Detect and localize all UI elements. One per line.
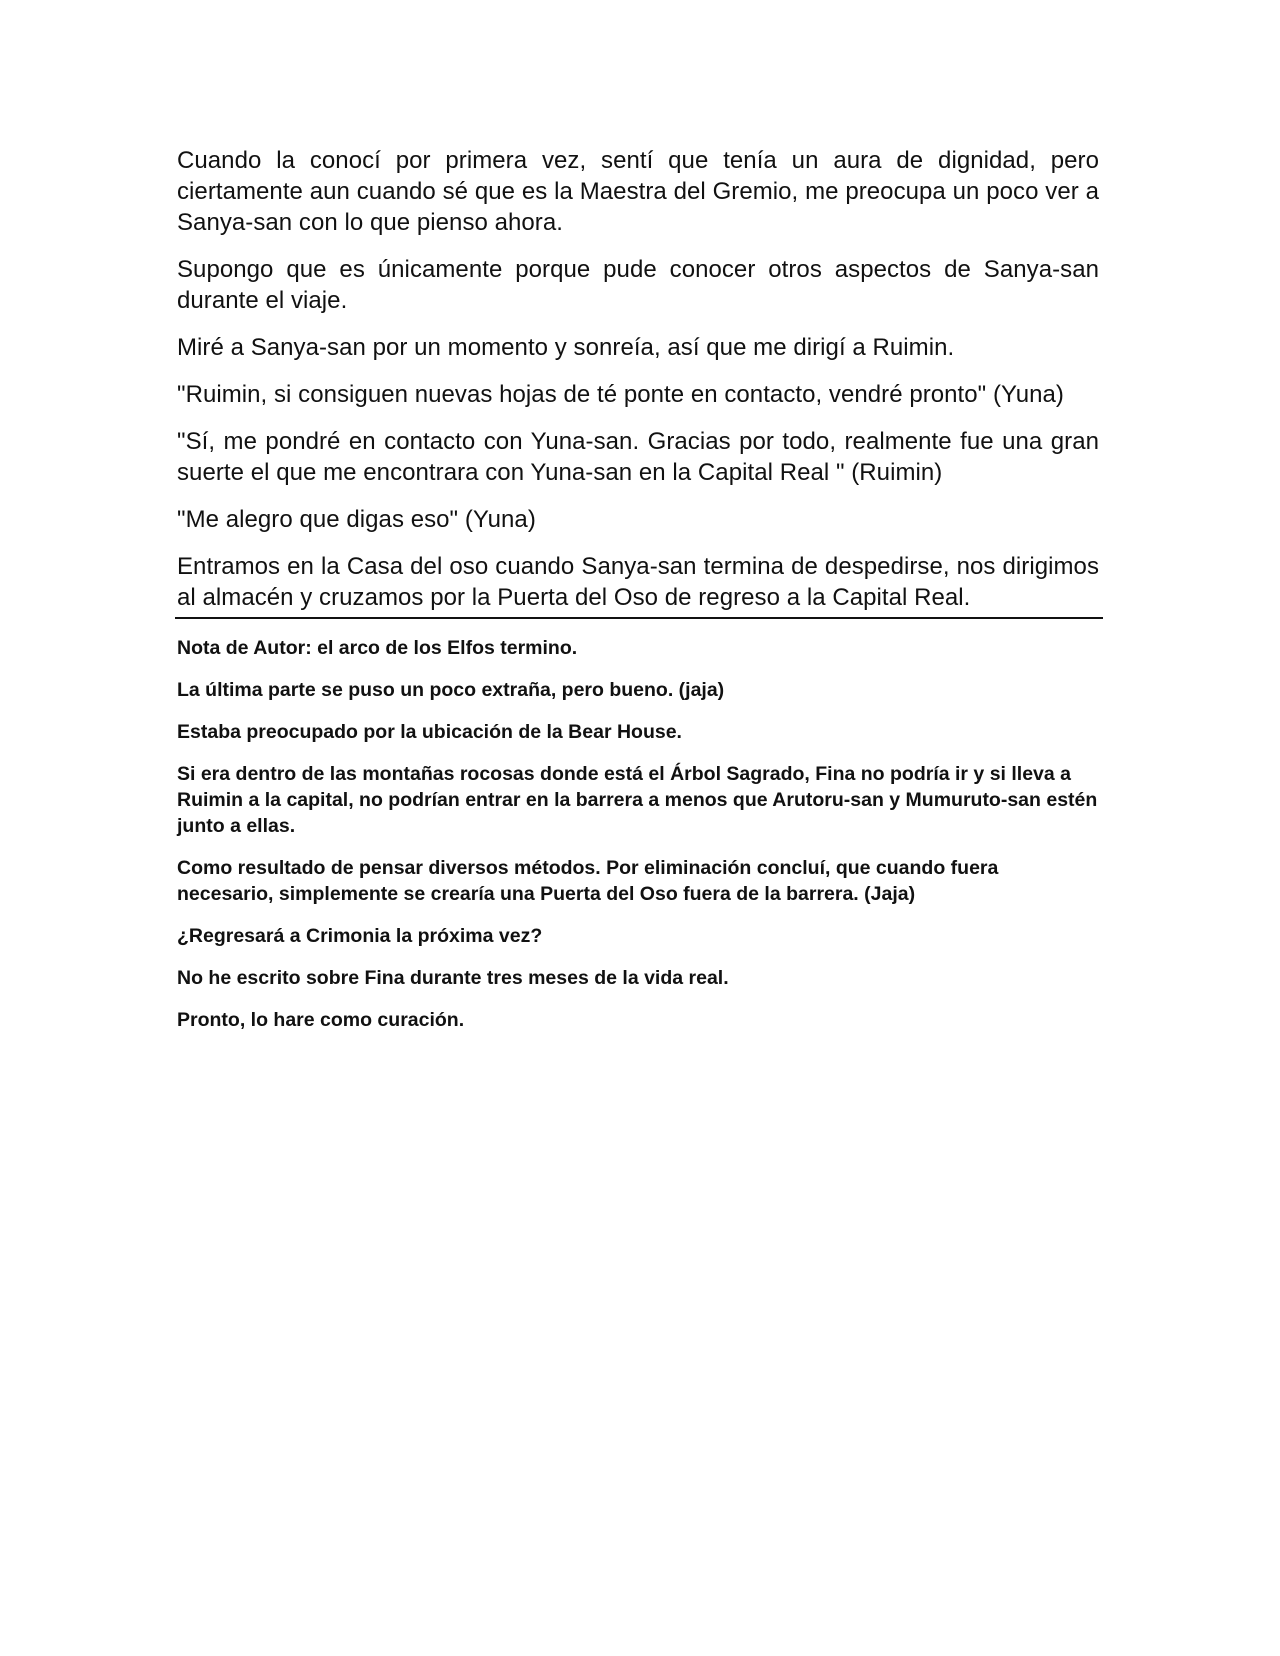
dialogue-paragraph: "Ruimin, si consiguen nuevas hojas de té ponte en contacto, vendré pronto" (Yuna) [177, 381, 1064, 408]
author-note-paragraph: Estaba preocupado por la ubicación de la Bear House. [177, 721, 682, 743]
author-note-paragraph: La última parte se puso un poco extraña, pero bueno. (jaja) [177, 679, 725, 701]
author-note-paragraph: ¿Regresará a Crimonia la próxima vez? [177, 925, 543, 947]
section-divider [175, 617, 1103, 619]
story-section [177, 145, 1099, 613]
story-paragraph: Miré a Sanya-san por un momento y sonreía, así que me dirigí a Ruimin. [177, 334, 955, 361]
document-page [177, 145, 1099, 1049]
story-paragraph: Entramos en la Casa del oso cuando Sanya-san termina de despedirse, nos dirigimos al almacén y cruzamos por la Puerta del Oso de regreso a la Capital Real. [177, 553, 1099, 611]
dialogue-paragraph: "Sí, me pondré en contacto con Yuna-san. Gracias por todo, realmente fue una gran suerte el que me encontrara con Yuna-san en la Capital Real " (Ruimin) [177, 428, 1099, 486]
author-note-paragraph: Como resultado de pensar diversos métodos. Por eliminación concluí, que cuando fuera necesario, simplemente se crearía una Puerta del Oso fuera de la barrera. (Jaja) [177, 857, 999, 905]
story-paragraph: Supongo que es únicamente porque pude conocer otros aspectos de Sanya-san durante el viaje. [177, 256, 1099, 314]
author-note-paragraph: Si era dentro de las montañas rocosas donde está el Árbol Sagrado, Fina no podría ir y si lleva a Ruimin a la capital, no podrían entrar en la barrera a menos que Arutoru-san y Mumuruto-san estén junto a ellas. [177, 763, 1098, 837]
author-note-paragraph: Pronto, lo hare como curación. [177, 1009, 465, 1031]
story-paragraph: Cuando la conocí por primera vez, sentí que tenía un aura de dignidad, pero ciertamente aun cuando sé que es la Maestra del Gremio, me preocupa un poco ver a Sanya-san con lo que pienso ahora. [177, 147, 1099, 236]
author-note-heading: Nota de Autor: el arco de los Elfos termino. [177, 637, 578, 659]
author-note-paragraph: No he escrito sobre Fina durante tres meses de la vida real. [177, 967, 729, 989]
author-notes-section [177, 635, 1099, 1033]
dialogue-paragraph: "Me alegro que digas eso" (Yuna) [177, 506, 536, 533]
